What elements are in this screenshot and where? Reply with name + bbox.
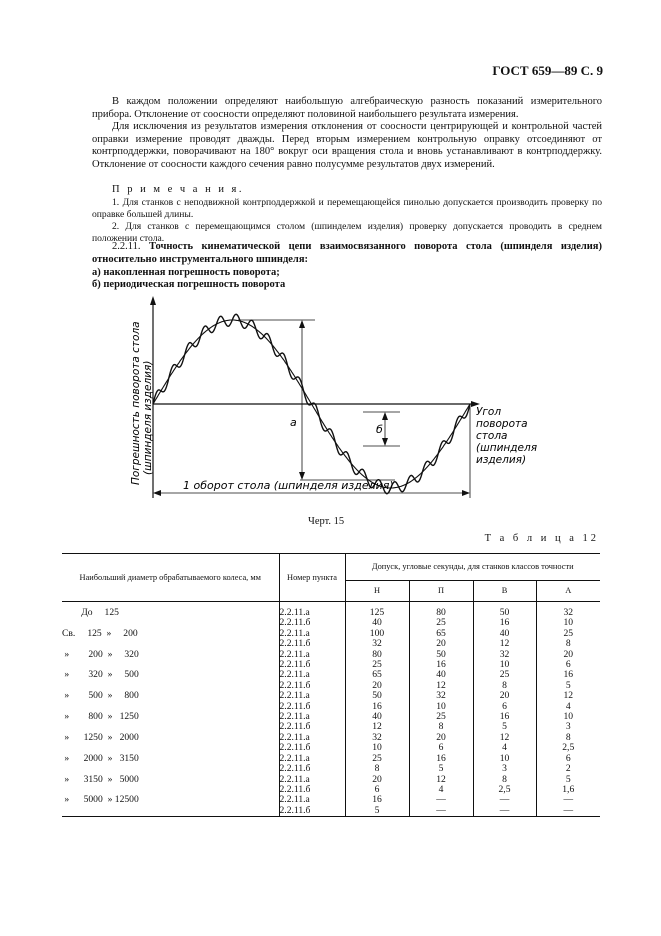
tolerance-a-cell: 10 (563, 617, 574, 629)
tolerance-v-cell: 3 (473, 764, 536, 774)
diameter-cell (62, 764, 279, 774)
table-row (62, 629, 600, 639)
paragraph-2: Для исключения из результатов измерения отклонения от соосности центрирующей и контрольной частей оправки измерение проводят дважды. Перед вторым измерением контрольную оправку отсоединяют от контрподдержки, поворачивают на 180° вокруг оси вращения стола и вновь устанавливают в контрподдержку. Отклонение от соосности каждого сечения равно полусумме результатов двух измерений. (92, 121, 602, 170)
header-class-a: А (536, 581, 600, 602)
header-tolerance: Допуск, угловые секунды, для станков классов точности (345, 554, 600, 581)
tolerance-a-cell: 5 (565, 679, 571, 691)
tolerance-p-cell: 40 (409, 670, 473, 680)
tolerance-a-cell: 2,5 (562, 742, 575, 754)
tolerance-v-cell: 6 (473, 702, 536, 712)
section-heading (92, 241, 602, 266)
y-label-2: (шпинделя изделия) (142, 360, 154, 475)
tolerance-v-cell: — (473, 795, 536, 805)
tolerance-v-cell: — (473, 806, 536, 817)
b-arrow-top (382, 412, 388, 420)
tolerance-p-cell: — (409, 795, 473, 805)
diameter-cell: » 200 » 320 (62, 650, 279, 660)
table-row (62, 722, 600, 732)
table-caption: Т а б л и ц а 12 (484, 533, 599, 544)
point-cell: 2.2.11.б (279, 660, 345, 670)
a-arrow-top (299, 320, 305, 328)
x-label-line-2: поворота (476, 418, 528, 430)
tolerance-v-cell: 2,5 (473, 785, 536, 795)
tolerance-n-cell: 16 (345, 795, 409, 805)
y-label-1: Погрешность поворота стола (130, 321, 142, 485)
point-cell: 2.2.11.а (279, 733, 345, 743)
table-row (62, 764, 600, 774)
tolerance-v-cell: 12 (473, 639, 536, 649)
tolerance-v-cell: 32 (473, 650, 536, 660)
point-cell: 2.2.11.б (279, 681, 345, 691)
tolerance-n-cell: 125 (345, 602, 409, 619)
tolerance-table (62, 553, 600, 817)
x-label-line-4: (шпинделя (476, 442, 538, 454)
tolerance-v-cell: 50 (473, 602, 536, 619)
label-b: б (376, 423, 383, 436)
page-header: ГОСТ 659—89 С. 9 (492, 63, 603, 78)
diameter-cell: Св. 125 » 200 (62, 629, 279, 639)
header-class-p: П (409, 581, 473, 602)
tolerance-n-cell: 20 (345, 775, 409, 785)
tolerance-v-cell: 16 (473, 618, 536, 628)
x-label-line-5: изделия) (476, 454, 527, 466)
tolerance-p-cell: 12 (409, 775, 473, 785)
tolerance-n-cell: 65 (345, 670, 409, 680)
tolerance-n-cell: 40 (345, 712, 409, 722)
table-row (62, 775, 600, 785)
tolerance-v-cell: 10 (473, 754, 536, 764)
section-number: 2.2.11. (112, 241, 141, 252)
point-cell: 2.2.11.б (279, 743, 345, 753)
table-row (62, 702, 600, 712)
item-b: б) периодическая погрешность поворота (92, 279, 286, 290)
tolerance-p-cell: 80 (409, 602, 473, 619)
table-row (62, 806, 600, 817)
tolerance-a-cell: 10 (563, 711, 574, 723)
period-label: 1 оборот стола (шпинделя изделия) (183, 479, 394, 492)
table-body (62, 602, 600, 817)
tolerance-a-cell: 16 (563, 669, 574, 681)
tolerance-v-cell: 12 (473, 733, 536, 743)
tolerance-a-cell: 12 (563, 690, 574, 702)
diameter-cell: » 3150 » 5000 (62, 775, 279, 785)
tolerance-a-cell: 6 (565, 752, 571, 764)
tolerance-p-cell: 25 (409, 618, 473, 628)
tolerance-a-cell: 32 (563, 607, 574, 618)
diameter-cell: » 5000 » 12500 (62, 795, 279, 805)
tolerance-p-cell: — (409, 806, 473, 817)
tolerance-p-cell: 32 (409, 691, 473, 701)
diameter-cell: До 125 (62, 602, 279, 619)
tolerance-a-cell: 25 (563, 627, 574, 639)
tolerance-a-cell: 3 (565, 721, 571, 733)
note-1: 1. Для станков с неподвижной контрподдержкой и перемещающейся пинолью допускается производить проверку по оправке большей длины. (92, 197, 602, 220)
point-cell: 2.2.11.а (279, 775, 345, 785)
tolerance-p-cell: 20 (409, 733, 473, 743)
point-cell: 2.2.11.а (279, 629, 345, 639)
tolerance-n-cell: 20 (345, 681, 409, 691)
label-a: а (290, 416, 297, 429)
tolerance-n-cell: 32 (345, 733, 409, 743)
tolerance-n-cell: 10 (345, 743, 409, 753)
table-row (62, 681, 600, 691)
tolerance-p-cell: 6 (409, 743, 473, 753)
table-row (62, 602, 600, 619)
tolerance-a-cell: 1,6 (562, 783, 575, 795)
table-row (62, 650, 600, 660)
tolerance-a-cell: 8 (565, 731, 571, 743)
point-cell: 2.2.11.б (279, 702, 345, 712)
tolerance-a-cell: 4 (565, 700, 571, 712)
section-title: Точность кинематической цепи взаимосвязанного поворота стола (шпинделя изделия) относительно инструментального шпинделя: (92, 241, 602, 265)
point-cell: 2.2.11.а (279, 670, 345, 680)
tolerance-n-cell: 100 (345, 629, 409, 639)
point-cell: 2.2.11.а (279, 691, 345, 701)
tolerance-p-cell: 4 (409, 785, 473, 795)
x-label-line-3: стола (476, 430, 508, 442)
item-a: а) накопленная погрешность поворота; (92, 267, 280, 278)
point-cell: 2.2.11.б (279, 618, 345, 628)
error-diagram (110, 295, 538, 505)
tolerance-a-cell: 2 (565, 763, 571, 775)
tolerance-v-cell: 20 (473, 691, 536, 701)
tolerance-v-cell: 8 (473, 681, 536, 691)
table-row (62, 785, 600, 795)
header-diameter: Наибольший диаметр обрабатываемого колеса, мм (62, 554, 279, 602)
tolerance-p-cell: 12 (409, 681, 473, 691)
tolerance-n-cell: 12 (345, 722, 409, 732)
diameter-cell (62, 806, 279, 817)
point-cell: 2.2.11.а (279, 650, 345, 660)
table-row (62, 733, 600, 743)
tolerance-n-cell: 16 (345, 702, 409, 712)
tolerance-p-cell: 65 (409, 629, 473, 639)
tolerance-a-cell: — (536, 806, 600, 817)
tolerance-a-cell: 8 (565, 638, 571, 650)
table-row (62, 639, 600, 649)
tolerance-p-cell: 20 (409, 639, 473, 649)
diameter-cell: » 1250 » 2000 (62, 733, 279, 743)
tolerance-p-cell: 5 (409, 764, 473, 774)
y-axis-arrow (150, 296, 156, 305)
tolerance-v-cell: 5 (473, 722, 536, 732)
diameter-cell: » 800 » 1250 (62, 712, 279, 722)
tolerance-v-cell: 8 (473, 775, 536, 785)
diameter-cell: » 500 » 800 (62, 691, 279, 701)
tolerance-n-cell: 8 (345, 764, 409, 774)
tolerance-p-cell: 16 (409, 660, 473, 670)
tolerance-a-cell: 20 (563, 648, 574, 660)
point-cell: 2.2.11.б (279, 722, 345, 732)
tolerance-n-cell: 5 (345, 806, 409, 817)
tolerance-n-cell: 40 (345, 618, 409, 628)
tolerance-p-cell: 8 (409, 722, 473, 732)
paragraph-1: В каждом положении определяют наибольшую алгебраическую разность показаний измерительного прибора. Отклонение от соосности определяют половиной наибольшего результата измерения. (92, 96, 602, 120)
header-class-n: Н (345, 581, 409, 602)
table-row (62, 660, 600, 670)
point-cell: 2.2.11.а (279, 712, 345, 722)
diameter-cell: » 2000 » 3150 (62, 754, 279, 764)
tolerance-n-cell: 80 (345, 650, 409, 660)
point-cell: 2.2.11.а (279, 754, 345, 764)
tolerance-v-cell: 25 (473, 670, 536, 680)
header-point: Номер пункта (279, 554, 345, 602)
point-cell: 2.2.11.б (279, 764, 345, 774)
point-cell: 2.2.11.б (279, 806, 345, 817)
tolerance-a-cell: 5 (565, 773, 571, 785)
table-row (62, 712, 600, 722)
header-class-v: В (473, 581, 536, 602)
notes-title: П р и м е ч а н и я. (112, 184, 245, 195)
tolerance-v-cell: 4 (473, 743, 536, 753)
tolerance-p-cell: 10 (409, 702, 473, 712)
period-arrow-right (462, 490, 470, 496)
figure-caption: Черт. 15 (308, 516, 345, 527)
tolerance-p-cell: 50 (409, 650, 473, 660)
tolerance-n-cell: 32 (345, 639, 409, 649)
tolerance-a-cell: 6 (565, 659, 571, 671)
tolerance-a-cell: — (563, 794, 574, 806)
table-row (62, 670, 600, 680)
table-row (62, 743, 600, 753)
point-cell: 2.2.11.б (279, 785, 345, 795)
tolerance-p-cell: 16 (409, 754, 473, 764)
point-cell: 2.2.11.б (279, 639, 345, 649)
point-cell: 2.2.11.а (279, 795, 345, 805)
tolerance-n-cell: 25 (345, 754, 409, 764)
tolerance-n-cell: 25 (345, 660, 409, 670)
note-2: 2. Для станков с перемещающимся столом (шпинделем изделия) проверку допускается проводить в среднем положении стола. (92, 221, 602, 244)
tolerance-v-cell: 40 (473, 629, 536, 639)
diameter-cell: » 320 » 500 (62, 670, 279, 680)
table-row (62, 691, 600, 701)
b-arrow-bottom (382, 438, 388, 446)
table-row (62, 795, 600, 805)
table-row (62, 618, 600, 628)
tolerance-p-cell: 25 (409, 712, 473, 722)
tolerance-n-cell: 6 (345, 785, 409, 795)
period-arrow-left (153, 490, 161, 496)
tolerance-v-cell: 16 (473, 712, 536, 722)
table-row (62, 754, 600, 764)
tolerance-n-cell: 50 (345, 691, 409, 701)
x-label-line-1: Угол (476, 406, 502, 418)
tolerance-v-cell: 10 (473, 660, 536, 670)
point-cell: 2.2.11.а (279, 602, 345, 619)
